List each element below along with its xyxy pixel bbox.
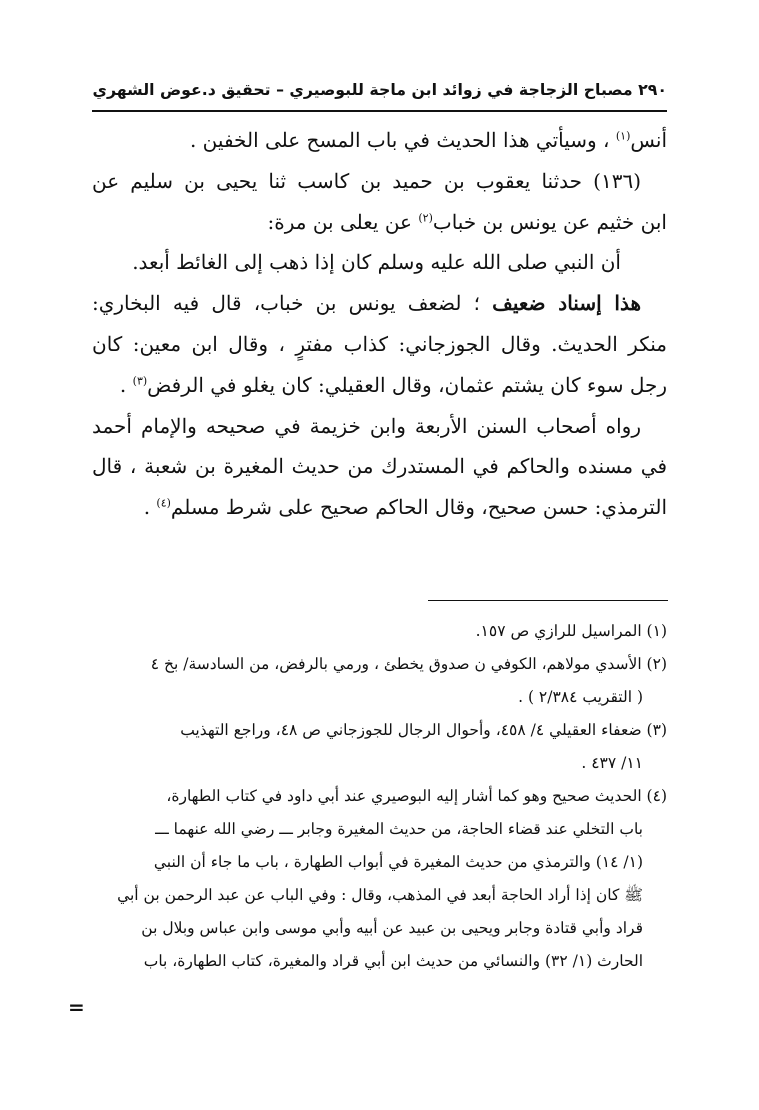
footnote-4-line-5: قراد وأبي قتادة وجابر ويحيى بن عبيد عن أبيه وأبي موسى وابن عباس وبلال بن — [141, 919, 643, 937]
footnote-3: (٣) ضعفاء العقيلي ٤/ ٤٥٨، وأحوال الرجال للجوزجاني ص ٤٨، وراجع التهذيب — [180, 721, 667, 739]
text-line-8: رواه أصحاب السنن الأربعة وابن خزيمة في صحيحه والإمام أحمد — [92, 413, 641, 438]
text-line-10 — [92, 487, 667, 528]
footnote-2-cont: ( التقريب ٢/٣٨٤ ) . — [518, 688, 643, 706]
continuation-mark: = — [68, 995, 85, 1019]
footnote-4-line-2: باب التخلي عند قضاء الحاجة، من حديث المغيرة وجابر ـــ رضي الله عنهما ـــ — [155, 820, 643, 838]
line-10-text-a: الترمذي: حسن صحيح، وقال الحاكم صحيح على شرط مسلم — [170, 495, 667, 520]
main-text — [92, 120, 667, 528]
line-10-text-b: . — [143, 495, 157, 520]
text-line-4: أن النبي صلى الله عليه وسلم كان إذا ذهب إلى الغائط أبعد. — [132, 250, 621, 275]
line-5-text: ؛ لضعف يونس بن خباب، قال فيه البخاري: — [92, 291, 493, 316]
footnote-4-line-6: الحارث (١/ ٣٢) والنسائي من حديث ابن أبي قراد والمغيرة، كتاب الطهارة، باب — [143, 952, 643, 970]
text-line-9: في مسنده والحاكم في المستدرك من حديث المغيرة بن شعبة ، قال — [92, 454, 667, 479]
line-7-text-a: رجل سوء كان يشتم عثمان، وقال العقيلي: كان يغلو في الرفض — [147, 372, 667, 397]
header-rule — [92, 110, 667, 112]
line-1-text-a: أنس — [630, 128, 667, 152]
footnote-ref-2: (٢) — [418, 210, 433, 224]
weak-chain-verdict: هذا إسناد ضعيف — [492, 291, 641, 316]
text-line-3 — [92, 202, 667, 243]
footnote-separator — [428, 600, 668, 601]
line-3-text-b: عن يعلى بن مرة: — [267, 209, 419, 234]
footnote-ref-4: (٤) — [156, 496, 171, 510]
footnote-4: (٤) الحديث صحيح وهو كما أشار إليه البوصيري عند أبي داود في كتاب الطهارة، — [166, 787, 667, 805]
footnote-ref-3: (٣) — [132, 374, 148, 388]
text-line-5 — [92, 283, 667, 324]
text-line-1 — [92, 120, 667, 161]
running-header: ٢٩٠ مصباح الزجاجة في زوائد ابن ماجة للبوصيري – تحقيق د.عوض الشهري — [92, 80, 667, 99]
text-line-7 — [92, 365, 667, 406]
footnote-2: (٢) الأسدي مولاهم، الكوفي ن صدوق يخطئ ، ورمي بالرفض، من السادسة/ بخ ٤ — [150, 655, 667, 673]
text-line-6: منكر الحديث. وقال الجوزجاني: كذاب مفترٍ ، وقال ابن معين: كان — [92, 331, 667, 356]
footnote-4-line-3: (١/ ١٤) والترمذي من حديث المغيرة في أبواب الطهارة ، باب ما جاء أن النبي — [153, 853, 643, 871]
line-1-text-b: ، وسيأتي هذا الحديث في باب المسح على الخفين . — [189, 128, 616, 152]
line-3-text-a: ابن خثيم عن يونس بن خباب — [432, 209, 667, 234]
text-line-2: (١٣٦) حدثنا يعقوب بن حميد بن كاسب ثنا يحيى بن سليم عن — [92, 168, 641, 193]
footnote-ref-1: (١) — [615, 129, 631, 143]
footnote-4-line-4: ﷺ كان إذا أراد الحاجة أبعد في المذهب، وقال : وفي الباب عن عبد الرحمن بن أبي — [117, 886, 643, 904]
footnotes — [92, 615, 667, 978]
footnote-1: (١) المراسيل للرازي ص ١٥٧. — [475, 622, 667, 640]
line-7-text-b: . — [119, 372, 133, 397]
footnote-3-cont: ١١/ ٤٣٧ . — [581, 754, 643, 772]
